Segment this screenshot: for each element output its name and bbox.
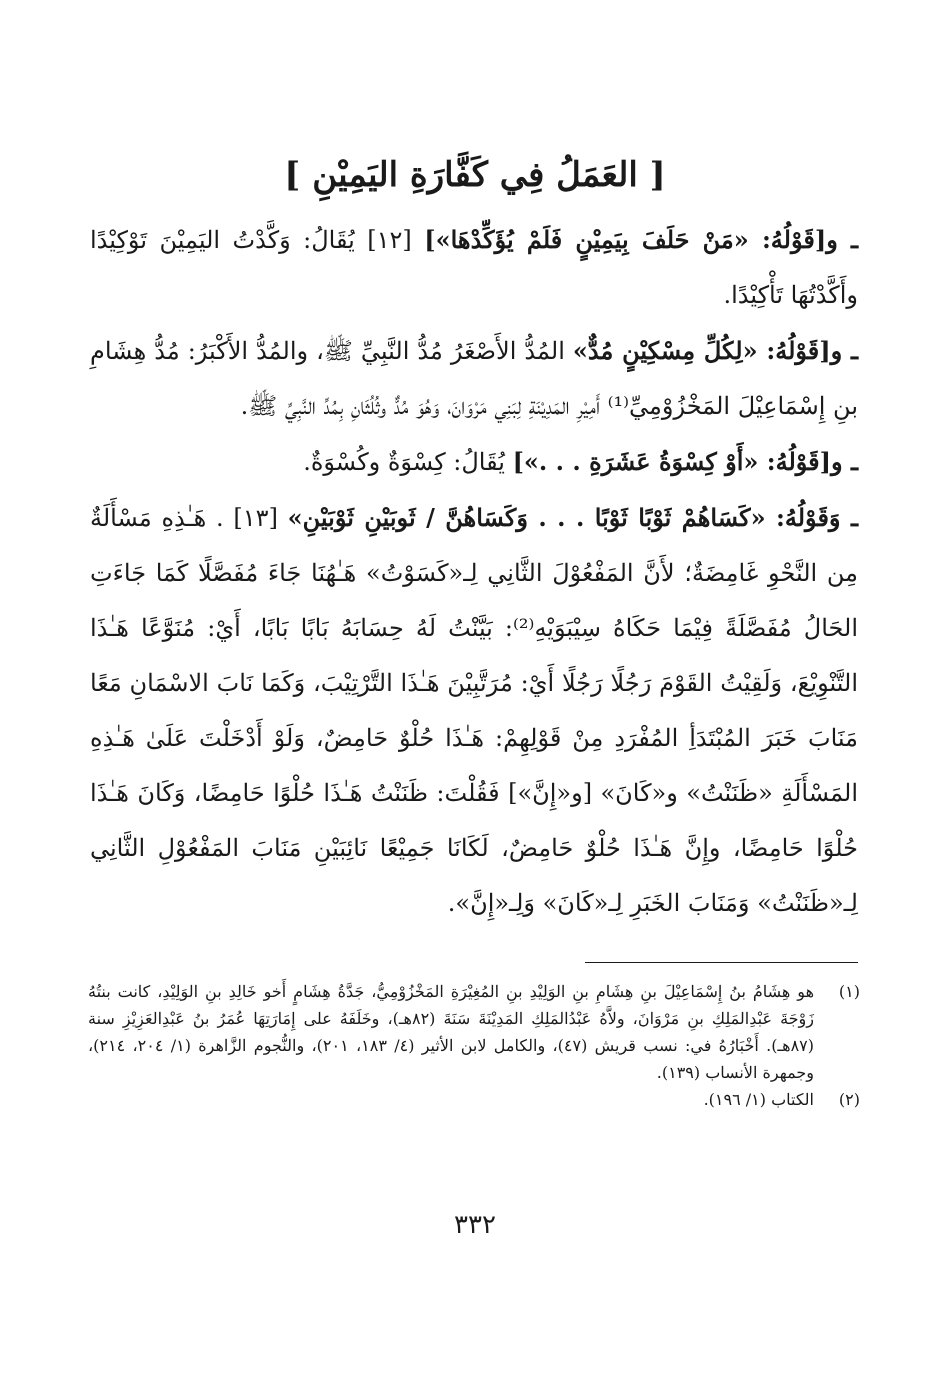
paragraph-1 [90, 212, 858, 323]
footnote-divider [585, 962, 858, 963]
paragraph-text: . هَـٰذِهِ مَسْأَلَةٌ مِن النَّحْوِ غَامِضَةٌ؛ لأَنَّ المَفْعُوْلَ الثَّانِي لِـ«كَسَوْتُ» هَـٰهُنَا جَاءَ مُفَصَّلًا كَمَا جَاءَتِ الحَالُ مُفَصَّلَةً فِيْمَا حَكَاهُ سِيْبَوَيْهِ⁽²⁾: بَيَّنْتُ لَهُ حِسَابَهُ بَابًا بَابًا، أَيْ: مُنَوَّعًا هَـٰذَا التَّنْوِيْعَ، وَلَقِيْتُ القَوْمَ رَجُلًا رَجُلًا أَيْ: مُرَتَّبِيْنَ هَـٰذَا التَّرْتِيْبَ، وَكَمَا نَابَ الاسْمَانِ مَعًا مَنَابَ خَبَرَ المُبْتَدَأِ المُفْرَدِ مِنْ قَوْلِهِمْ: هَـٰذَا حُلْوٌ حَامِضٌ، وَلَوْ أَدْخَلْتَ عَلَىٰ هَـٰذِهِ المَسْأَلَةِ «ظَنَنْتُ» و«كَانَ» [و«إِنَّ»] فَقُلْتَ: ظَنَنْتُ هَـٰذَا حُلْوًا حَامِضًا، وَكَانَ هَـٰذَا حُلْوًا حَامِضًا، وإِنَّ هَـٰذَا حُلْوٌ حَامِضٌ، لَكَانَا جَمِيْعًا نَائِبَيْنِ مَنَابَ المَفْعُوْلِ الثَّانِي لِـ«ظَنَنْتُ» وَمَنَابَ الخَبَرِ لِـ«كَانَ» وَلِـ«إِنَّ». [90, 504, 858, 917]
paragraph-lead: ـ و[قَوْلُهُ: «لِكُلِّ مِسْكِيْنٍ مُدٌّ» [572, 336, 858, 365]
section-heading: [ العَمَلُ فِي كَفَّارَةِ اليَمِيْنِ ] [284, 155, 666, 195]
page-number: ٣٣٢ [454, 1210, 496, 1240]
paragraph-text: المُدُّ الأَصْغَرُ مُدُّ النَّبِيِّ ﷺ، والمُدُّ الأَكْبَرُ: مُدُّ هِشَامِ بنِ إِسْمَاعِيْلَ المَخْزُوْمِيِّ⁽¹⁾ أَمِيْرِ المَدِيْنَةِ لِبَنِي مَرْوَانَ، وَهُوَ مُدٌّ وثُلُثَانِ بِمُدِّ النَّبِيِّ ﷺ. [90, 337, 858, 420]
paragraph-text: يُقَالُ: وَكَّدْتُ اليَمِيْنَ تَوْكِيْدًا وأَكَّدْتُهَا تَأْكِيْدًا. [90, 226, 858, 309]
footnote-2 [88, 1086, 860, 1113]
paragraph-lead: ـ وَقَوْلُهُ: «كَسَاهُمْ ثَوْبًا ثَوْبًا . . . وَكَسَاهُنَّ / ثَوبَيْنِ ثَوْبَيْنِ» [287, 503, 858, 532]
paragraph-ref: [١٢] [367, 226, 412, 254]
footnote-text: الكتاب (١/ ١٩٦). [703, 1090, 814, 1109]
main-text [90, 212, 858, 931]
paragraph-ref: [١٣] [233, 504, 278, 532]
paragraph-text: يُقَالُ: كِسْوَةٌ وكُسْوَةٌ. [303, 448, 505, 476]
footnote-mark: (٢) [838, 1090, 860, 1109]
paragraph-lead: ـ و[قَوْلُهُ: «مَنْ حَلَفَ بِيَمِيْنٍ فَلَمْ يُؤَكِّدْهَا»] [424, 225, 859, 254]
footnote-1 [88, 978, 860, 1086]
paragraph-4 [90, 490, 858, 931]
paragraph-2 [90, 323, 858, 434]
footnotes [88, 978, 860, 1113]
footnote-text: هو هِشَامُ بنُ إِسْمَاعِيْلَ بنِ هِشَامِ بنِ الوَلِيْدِ بنِ المُغِيْرَةِ المَخْزُوْمِيُّ، جَدَّةُ هِشَامٍ أَخو خَالِدِ بنِ الوَلِيْدِ، كانت بنتُهُ زَوْجَةَ عَبْدِالمَلِكِ بنِ مَرْوَانَ، ولاَّهُ عَبْدُالمَلِكِ المَدِيْنَةَ سَنَةَ (٨٢هـ)، وخَلَفَهُ على إِمَارَتِهَا عُمَرُ بنُ عَبْدِالعَزِيْزِ سنة (٨٧هـ). أَخْبَارُهُ في: نسب قريش (٤٧)، والكامل لابن الأثير (٤/ ١٨٣، ٢٠١)، والنُّجوم الزَّاهرة (١/ ٢٠٤، ٢١٤)، وجمهرة الأنساب (١٣٩). [88, 982, 815, 1082]
paragraph-lead: ـ و[قَوْلُهُ: «أَوْ كِسْوَةُ عَشَرَةِ . . .»] [512, 447, 858, 476]
paragraph-3 [90, 434, 858, 490]
footnote-mark: (١) [838, 982, 860, 1001]
